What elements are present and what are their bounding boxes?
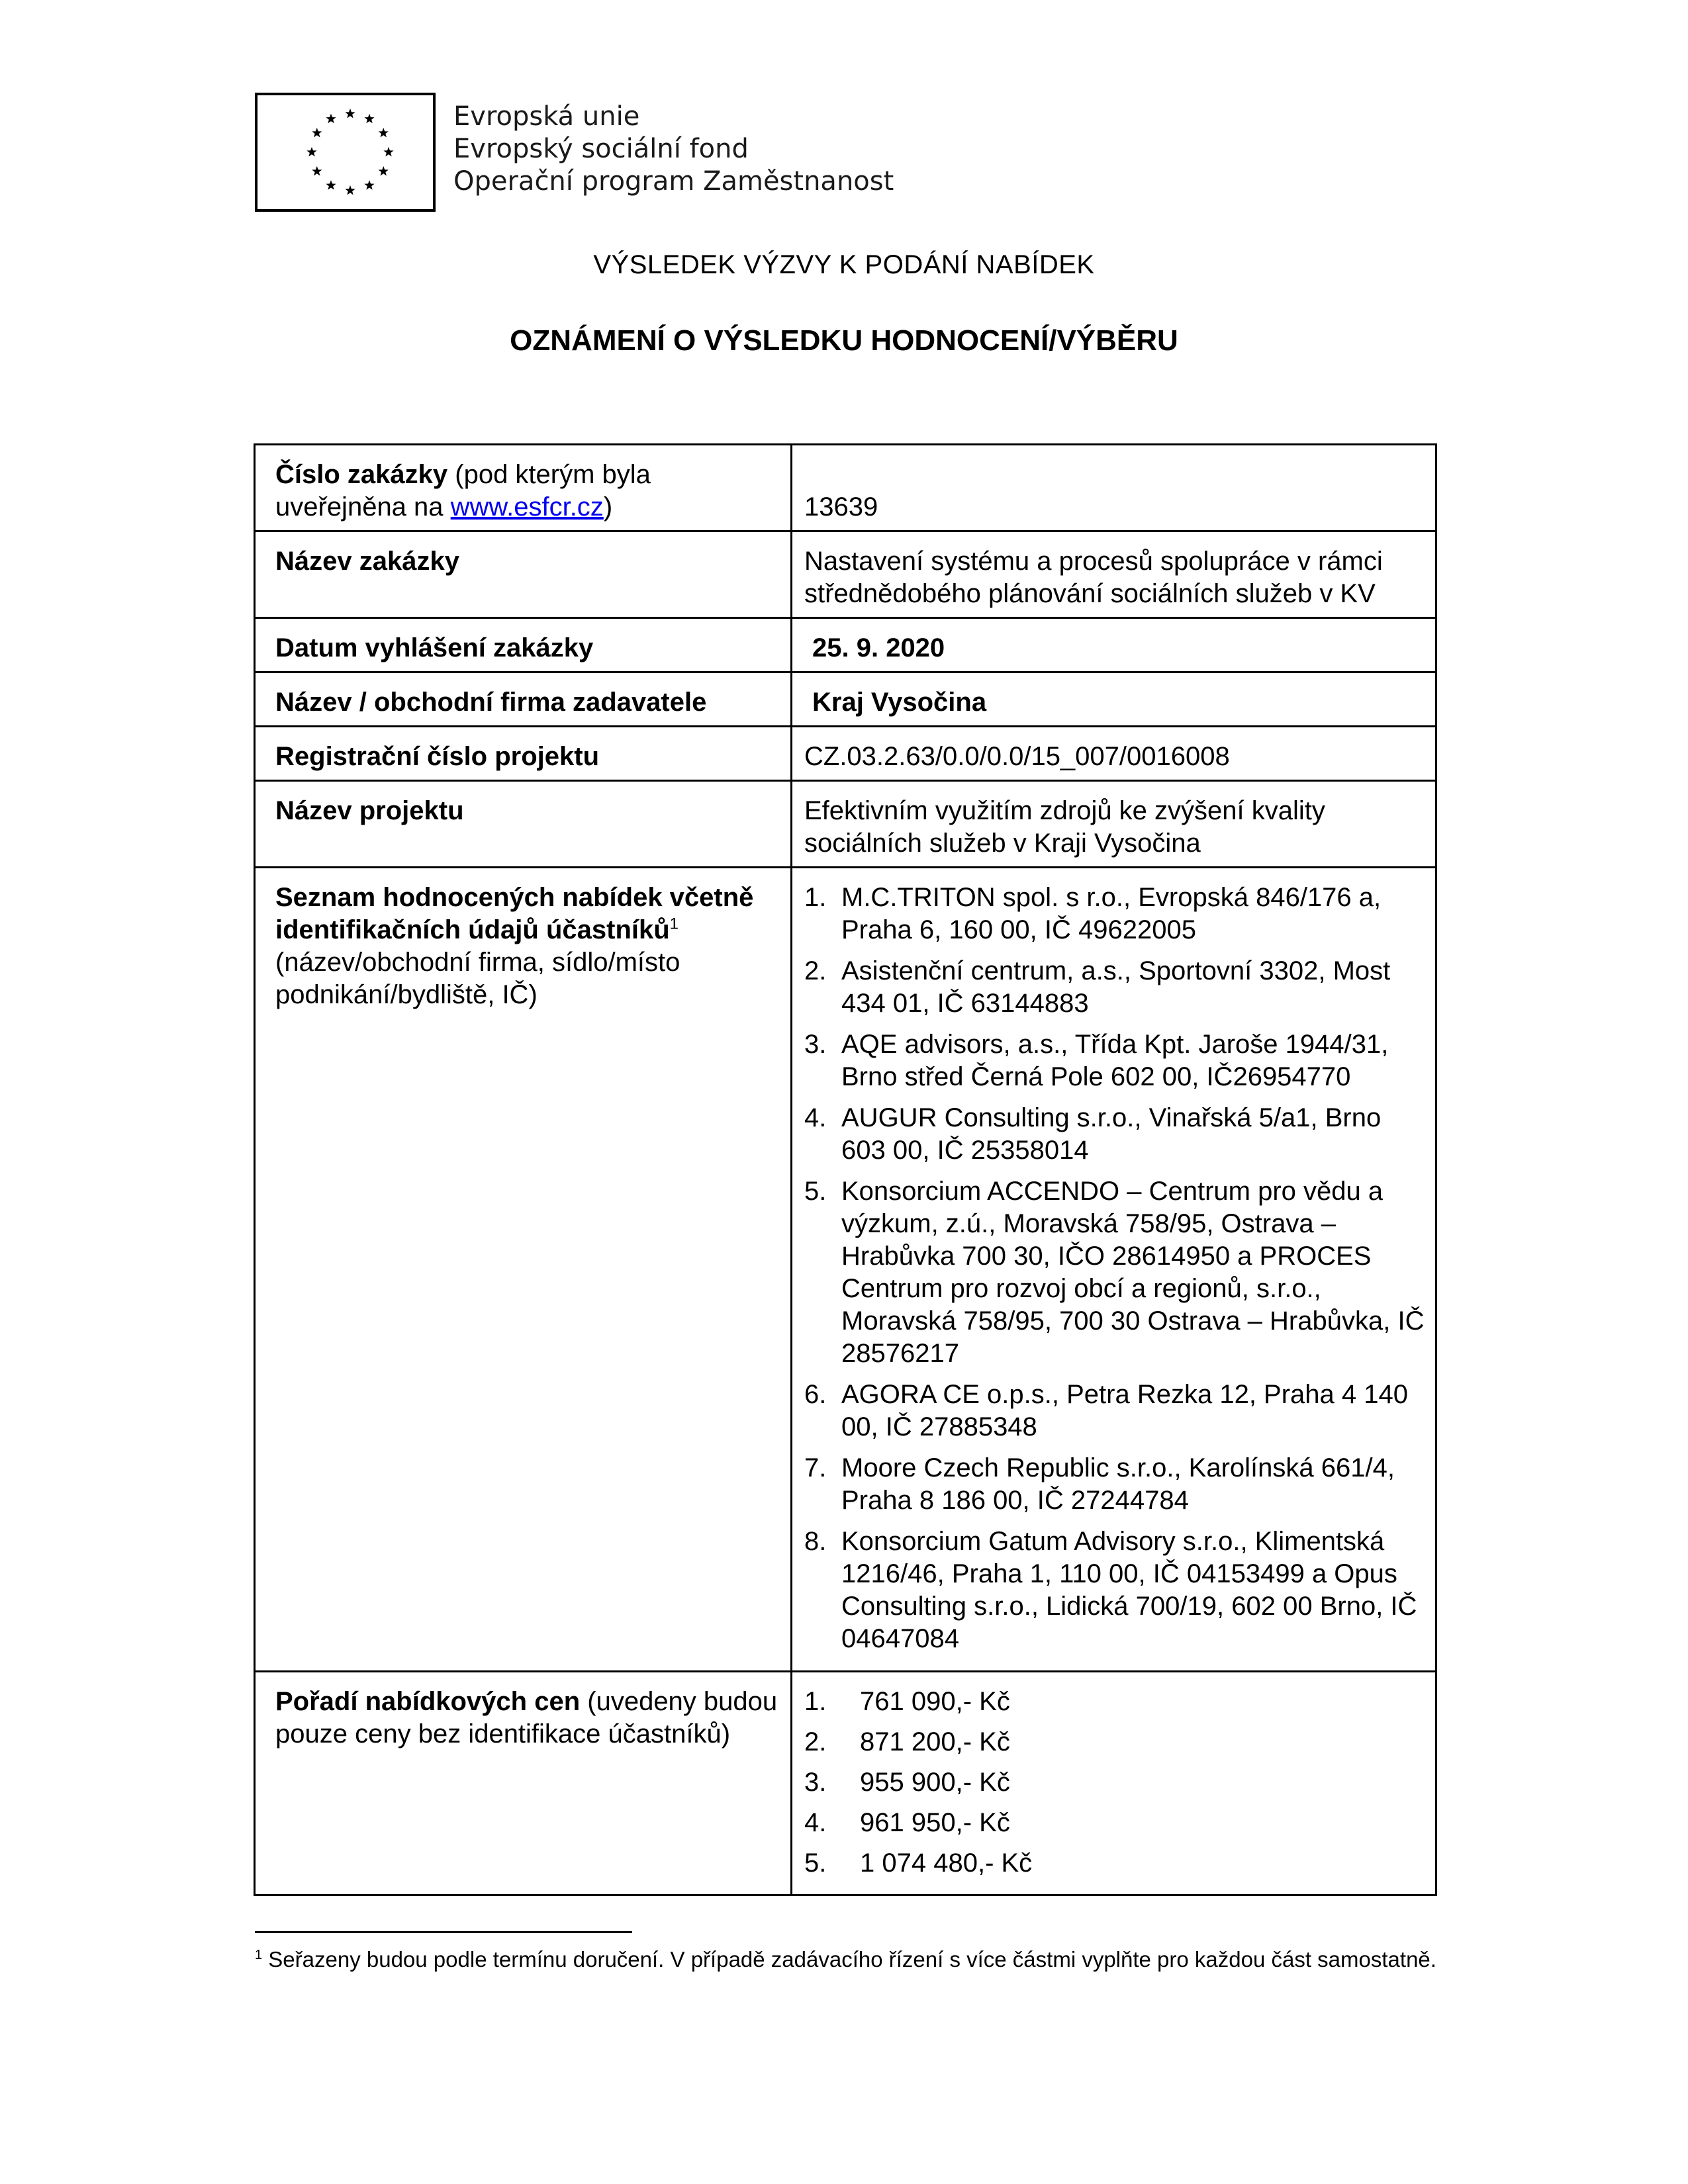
offer-item-number: 3.	[804, 1030, 827, 1059]
star-icon	[312, 128, 322, 137]
offer-item	[804, 1525, 1425, 1655]
star-icon	[364, 180, 374, 189]
star-icon	[379, 128, 389, 137]
offer-item-text: AUGUR Consulting s.r.o., Vinařská 5/a1, Brno 603 00, IČ 25358014	[841, 1103, 1382, 1165]
offer-item	[804, 1028, 1425, 1093]
star-icon	[312, 166, 322, 175]
document-title: OZNÁMENÍ O VÝSLEDKU HODNOCENÍ/VÝBĚRU	[510, 324, 1178, 357]
value-seznam-nabidek	[792, 868, 1436, 1672]
price-item	[804, 1766, 1425, 1799]
eu-flag-stars-icon	[258, 95, 433, 209]
logo-line-esf: Evropský sociální fond	[453, 134, 749, 164]
label-nazev-zakazky: Název zakázky	[255, 531, 792, 618]
row-nazev-projektu	[255, 781, 1436, 868]
offer-item	[804, 1175, 1425, 1370]
price-item-text: 1 074 480,- Kč	[860, 1848, 1033, 1878]
eu-logo-text	[453, 101, 894, 198]
offer-item-text: M.C.TRITON spol. s r.o., Evropská 846/176 a, Praha 6, 160 00, IČ 49622005	[841, 883, 1382, 944]
row-nazev-zakazky	[255, 531, 1436, 618]
price-item	[804, 1807, 1425, 1839]
price-item-number: 3.	[804, 1768, 827, 1797]
offer-item-text: Moore Czech Republic s.r.o., Karolínská 661/4, Praha 8 186 00, IČ 27244784	[841, 1453, 1395, 1515]
offer-item-text: Konsorcium ACCENDO – Centrum pro vědu a výzkum, z.ú., Moravská 758/95, Ostrava – Hrabůvka 700 30, IČO 28614950 a PROCES Centrum pro rozvoj obcí a regionů, s.r.o., Moravská 758/95, 700 30 Ostrava – Hrabůvka, IČ 28576217	[841, 1177, 1425, 1368]
star-icon	[345, 109, 355, 118]
offer-item	[804, 955, 1425, 1020]
row-registracni-cislo	[255, 727, 1436, 781]
price-item-text: 955 900,- Kč	[860, 1768, 1010, 1797]
star-icon	[326, 114, 336, 123]
document-subtitle: VÝSLEDEK VÝZVY K PODÁNÍ NABÍDEK	[593, 250, 1095, 279]
prices-list	[804, 1686, 1425, 1880]
offer-item-text: AGORA CE o.p.s., Petra Rezka 12, Praha 4 140 00, IČ 27885348	[841, 1380, 1408, 1441]
price-item-text: 871 200,- Kč	[860, 1727, 1010, 1756]
offer-item-number: 4.	[804, 1103, 827, 1132]
price-item	[804, 1726, 1425, 1758]
label-datum: Datum vyhlášení zakázky	[255, 618, 792, 672]
offers-list	[804, 882, 1425, 1655]
price-item-number: 4.	[804, 1808, 827, 1837]
row-seznam-nabidek	[255, 868, 1436, 1672]
value-poradi-cen	[792, 1672, 1436, 1895]
value-zadavatel: Kraj Vysočina	[792, 672, 1436, 727]
star-icon	[383, 147, 393, 156]
price-item	[804, 1686, 1425, 1718]
value-nazev-zakazky: Nastavení systému a procesů spolupráce v rámci střednědobého plánování sociálních služeb v KV	[792, 531, 1436, 618]
offer-item	[804, 1102, 1425, 1167]
price-item	[804, 1847, 1425, 1880]
label-nazev-projektu: Název projektu	[255, 781, 792, 868]
logo-line-op: Operační program Zaměstnanost	[453, 166, 894, 197]
label-seznam-nabidek: Seznam hodnocených nabídek včetně identifikačních údajů účastníků$^1$ (název/obchodní firma, sídlo/místo podnikání/bydliště, IČ)	[255, 868, 792, 1672]
logo-line-eu: Evropská unie	[453, 101, 640, 132]
price-item-number: 2.	[804, 1727, 827, 1756]
value-cislo-zakazky: 13639	[792, 445, 1436, 531]
price-item-text: 761 090,- Kč	[860, 1687, 1010, 1716]
label-registracni-cislo: Registrační číslo projektu	[255, 727, 792, 781]
footnote-marker: 1	[255, 1948, 263, 1962]
star-icon	[379, 166, 389, 175]
row-datum	[255, 618, 1436, 672]
label-poradi-cen: Pořadí nabídkových cen (uvedeny budou pouze ceny bez identifikace účastníků)	[255, 1672, 792, 1895]
value-registracni-cislo: CZ.03.2.63/0.0/0.0/15_007/0016008	[792, 727, 1436, 781]
label-zadavatel: Název / obchodní firma zadavatele	[255, 672, 792, 727]
value-datum: 25. 9. 2020	[792, 618, 1436, 672]
offer-item	[804, 1452, 1425, 1517]
price-item-number: 1.	[804, 1687, 827, 1716]
offer-item-number: 2.	[804, 956, 827, 985]
star-icon	[364, 114, 374, 123]
offer-item-number: 1.	[804, 883, 827, 912]
row-cislo-zakazky	[255, 445, 1436, 531]
offer-item	[804, 882, 1425, 946]
price-item-number: 5.	[804, 1848, 827, 1878]
offer-item	[804, 1379, 1425, 1443]
row-zadavatel	[255, 672, 1436, 727]
offer-item-text: Konsorcium Gatum Advisory s.r.o., Klimentská 1216/46, Praha 1, 110 00, IČ 04153499 a Opus Consulting s.r.o., Lidická 700/19, 602 00 Brno, IČ 04647084	[841, 1527, 1417, 1653]
esfcr-link[interactable]: www.esfcr.cz	[450, 492, 604, 522]
tender-result-table	[254, 443, 1437, 1896]
star-icon	[326, 180, 336, 189]
price-item-text: 961 950,- Kč	[860, 1808, 1010, 1837]
footnote	[255, 1946, 1440, 1974]
footnote-divider	[255, 1931, 632, 1933]
offer-item-number: 7.	[804, 1453, 827, 1482]
label-cislo-zakazky: Číslo zakázky (pod kterým byla uveřejněna na www.esfcr.cz)	[255, 445, 792, 531]
offer-item-number: 6.	[804, 1380, 827, 1409]
offer-item-text: Asistenční centrum, a.s., Sportovní 3302, Most 434 01, IČ 63144883	[841, 956, 1391, 1018]
eu-logo	[255, 93, 436, 212]
offer-item-text: AQE advisors, a.s., Třída Kpt. Jaroše 1944/31, Brno střed Černá Pole 602 00, IČ26954770	[841, 1030, 1389, 1091]
value-nazev-projektu: Efektivním využitím zdrojů ke zvýšení kvality sociálních služeb v Kraji Vysočina	[792, 781, 1436, 868]
footnote-text: Seřazeny budou podle termínu doručení. V případě zadávacího řízení s více částmi vyplňte pro každou část samostatně.	[262, 1947, 1436, 1972]
offer-item-number: 5.	[804, 1177, 827, 1206]
star-icon	[345, 185, 355, 195]
offer-item-number: 8.	[804, 1527, 827, 1556]
star-icon	[306, 147, 316, 156]
row-poradi-cen	[255, 1672, 1436, 1895]
